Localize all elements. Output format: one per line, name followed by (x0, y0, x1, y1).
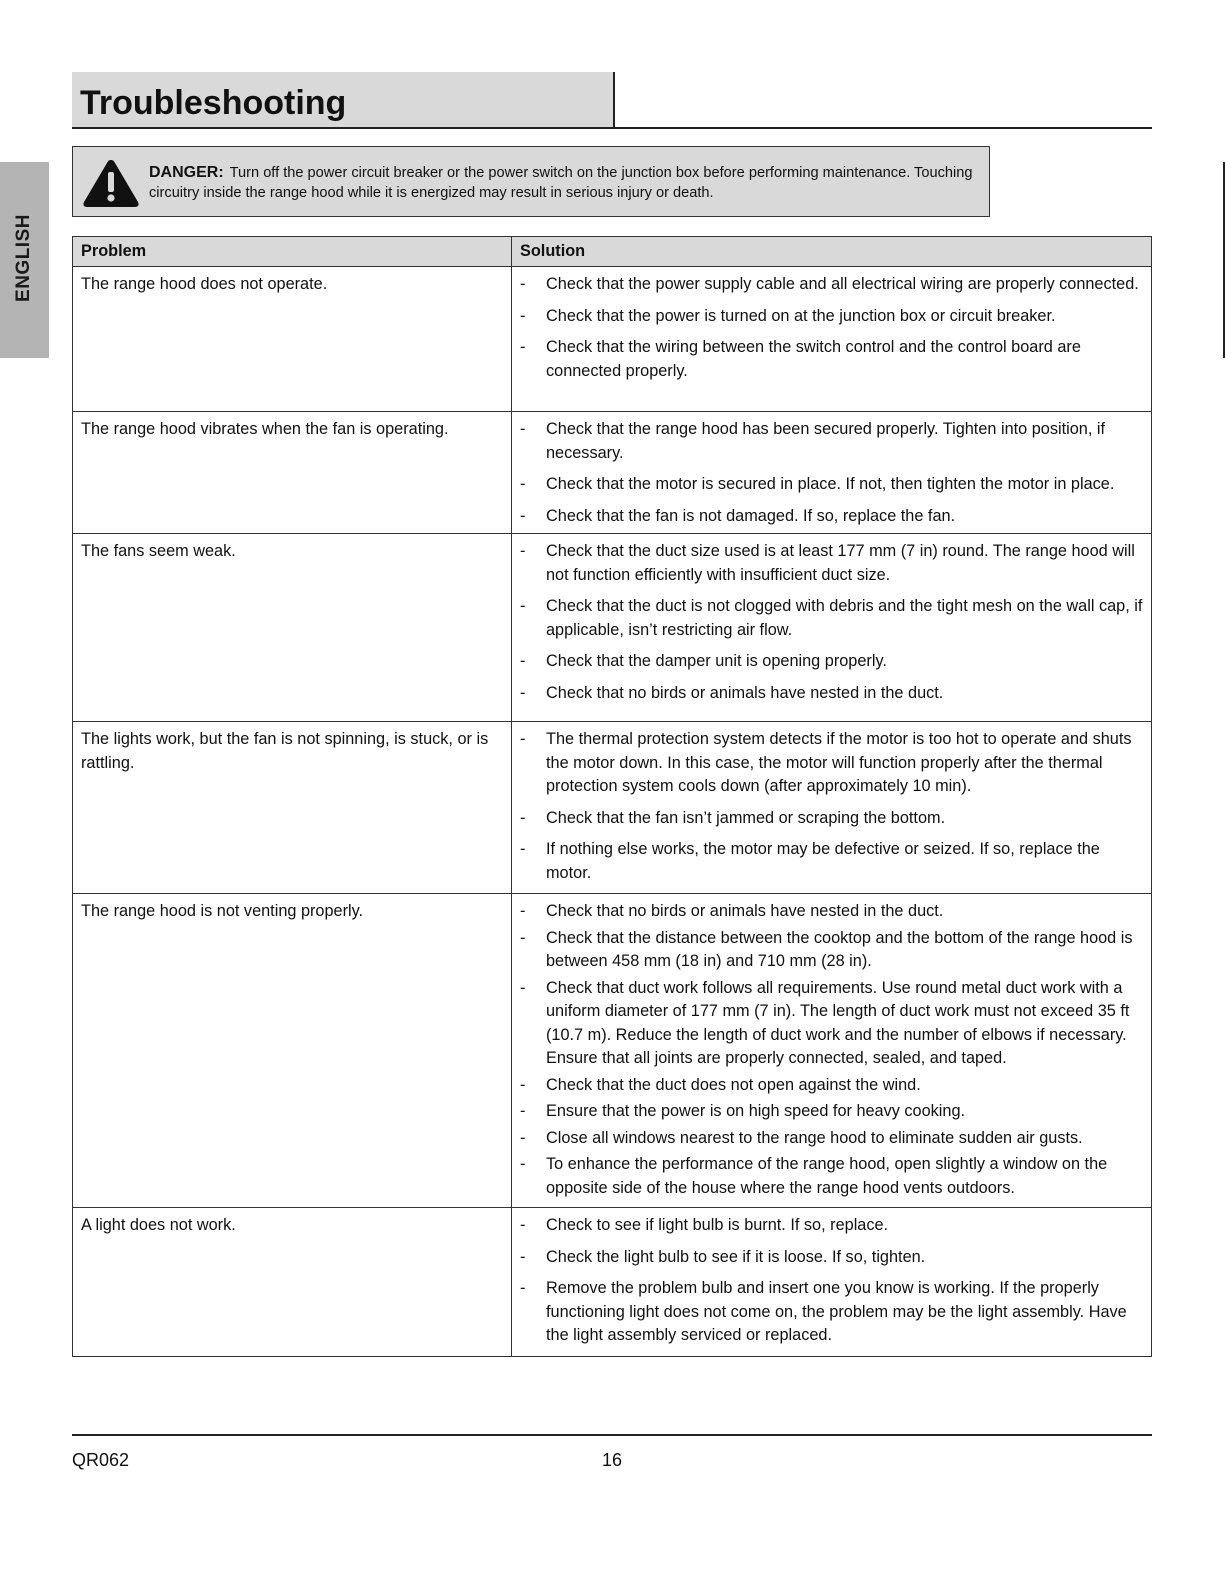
footer-rule (72, 1434, 1152, 1436)
danger-body: Turn off the power circuit breaker or the power switch on the junction box before performing maintenance. Touching circuitry inside the range hood while it is energized may result in serious injury or death. (149, 165, 973, 201)
page-number: 16 (602, 1450, 623, 1470)
solution-list (520, 1214, 1143, 1348)
solution-item: - Check that the duct does not open against the wind. (520, 1074, 1143, 1098)
table-row (73, 722, 1152, 894)
section-header (72, 72, 615, 127)
problem-cell: The lights work, but the fan is not spinning, is stuck, or is rattling. (73, 722, 512, 894)
solution-item: - Check that the fan isn’t jammed or scraping the bottom. (520, 807, 1143, 831)
solution-cell (512, 412, 1152, 534)
table-row (73, 412, 1152, 534)
solution-list (520, 540, 1143, 705)
solution-item: - Remove the problem bulb and insert one you know is working. If the properly functioning light does not come on, the problem may be the light assembly. Have the light assembly serviced or replaced. (520, 1277, 1143, 1348)
solution-item: - To enhance the performance of the range hood, open slightly a window on the opposite side of the house where the range hood vents outdoors. (520, 1153, 1143, 1200)
problem-cell: The range hood is not venting properly. (73, 894, 512, 1208)
solution-cell (512, 534, 1152, 722)
solution-item: - The thermal protection system detects if the motor is too hot to operate and shuts the motor down. In this case, the motor will function properly after the thermal protection system cools down (after approximately 10 min). (520, 728, 1143, 799)
solution-item: - Check that duct work follows all requirements. Use round metal duct work with a uniform diameter of 177 mm (7 in). The length of duct work must not exceed 35 ft (10.7 m). Reduce the length of duct work and the number of elbows if necessary. Ensure that all joints are properly connected, sealed, and taped. (520, 977, 1143, 1071)
solution-list (520, 273, 1143, 383)
solution-item: - Check that no birds or animals have nested in the duct. (520, 682, 1143, 706)
danger-label: DANGER: (149, 164, 224, 181)
solution-item: - Close all windows nearest to the range hood to eliminate sudden air gusts. (520, 1127, 1143, 1151)
solution-item: - Check that no birds or animals have nested in the duct. (520, 900, 1143, 924)
table-header-row (73, 237, 1152, 267)
problem-cell: The fans seem weak. (73, 534, 512, 722)
problem-cell: The range hood does not operate. (73, 267, 512, 412)
solution-list (520, 728, 1143, 885)
solution-item: - Ensure that the power is on high speed for heavy cooking. (520, 1100, 1143, 1124)
solution-item: - Check that the distance between the cooktop and the bottom of the range hood is between 458 mm (18 in) and 710 mm (28 in). (520, 927, 1143, 974)
solution-item: - Check that the fan is not damaged. If so, replace the fan. (520, 505, 1143, 529)
solution-cell (512, 1208, 1152, 1357)
troubleshooting-table (72, 236, 1152, 1357)
table-row (73, 534, 1152, 722)
problem-column-header: Problem (73, 237, 512, 267)
solution-column-header: Solution (512, 237, 1152, 267)
solution-item: - Check that the motor is secured in place. If not, then tighten the motor in place. (520, 473, 1143, 497)
language-tab-label: ENGLISH (13, 214, 34, 302)
warning-triangle-icon (81, 157, 141, 209)
solution-cell (512, 722, 1152, 894)
solution-list (520, 900, 1143, 1200)
solution-item: - Check that the range hood has been secured properly. Tighten into position, if necessary. (520, 418, 1143, 465)
solution-item: - Check the light bulb to see if it is loose. If so, tighten. (520, 1246, 1143, 1270)
solution-item: - Check that the power supply cable and all electrical wiring are properly connected. (520, 273, 1143, 297)
solution-item: - Check that the power is turned on at the junction box or circuit breaker. (520, 305, 1143, 329)
solution-item: - Check that the duct size used is at least 177 mm (7 in) round. The range hood will not function efficiently with insufficient duct size. (520, 540, 1143, 587)
language-tab (0, 162, 49, 358)
header-rule (72, 127, 1152, 129)
solution-item: - Check to see if light bulb is burnt. If so, replace. (520, 1214, 1143, 1238)
problem-cell: The range hood vibrates when the fan is operating. (73, 412, 512, 534)
solution-item: - Check that the damper unit is opening properly. (520, 650, 1143, 674)
solution-cell (512, 267, 1152, 412)
solution-cell (512, 894, 1152, 1208)
model-number: QR062 (72, 1450, 130, 1470)
danger-notice (72, 146, 990, 217)
danger-message (149, 163, 981, 203)
solution-item: - If nothing else works, the motor may be defective or seized. If so, replace the motor. (520, 838, 1143, 885)
table-row (73, 1208, 1152, 1357)
solution-item: - Check that the duct is not clogged with debris and the tight mesh on the wall cap, if applicable, isn’t restricting air flow. (520, 595, 1143, 642)
table-row (73, 267, 1152, 412)
problem-cell: A light does not work. (73, 1208, 512, 1357)
solution-list (520, 418, 1143, 528)
page-title: Troubleshooting (80, 84, 347, 122)
solution-item: - Check that the wiring between the switch control and the control board are connected properly. (520, 336, 1143, 383)
table-row (73, 894, 1152, 1208)
